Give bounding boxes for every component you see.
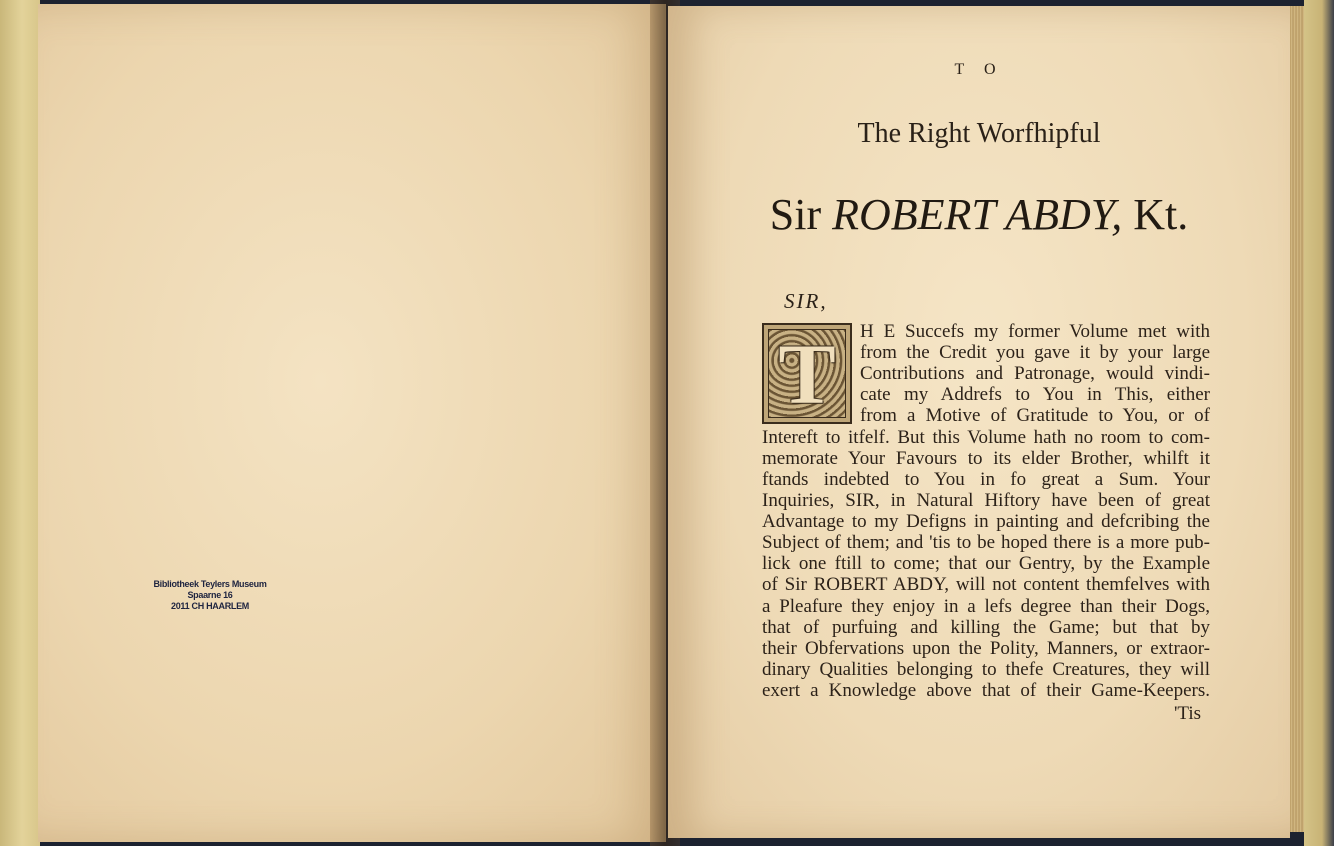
decorated-initial <box>762 323 852 424</box>
body-line: ftands indebted to You in fo great a Sum. Your <box>762 469 1210 490</box>
body-line: from the Credit you gave it by your large <box>860 342 1210 363</box>
body-line: Advantage to my Defigns in painting and defcribing the <box>762 511 1210 532</box>
body-line: memorate Your Favours to its elder Brother, whilft it <box>762 448 1210 469</box>
name-suffix: Kt. <box>1133 190 1189 239</box>
body-line: a Pleafure they enjoy in a lefs degree than their Dogs, <box>762 596 1210 617</box>
initial-letter: T <box>778 325 836 422</box>
body-line: from a Motive of Gratitude to You, or of <box>860 405 1210 426</box>
body-line: Intereft to itfelf. But this Volume hath no room to com- <box>762 427 1210 448</box>
body-line: dinary Qualities belonging to thefe Creatures, they will <box>762 659 1210 680</box>
name-italic: ROBERT ABDY, <box>832 190 1123 239</box>
body-line: that of purfuing and killing the Game; but that by <box>762 617 1210 638</box>
body-line: Contributions and Patronage, would vindi- <box>860 363 1210 384</box>
body-line: lick one ftill to come; that our Gentry, by the Example <box>762 553 1210 574</box>
dedicatee-name <box>668 189 1290 240</box>
right-page <box>668 6 1290 838</box>
body-line: Inquiries, SIR, in Natural Hiftory have been of great <box>762 490 1210 511</box>
body-line: cate my Addrefs to You in This, either <box>860 384 1210 405</box>
body-line: their Obfervations upon the Polity, Manners, or extraor- <box>762 638 1210 659</box>
name-prefix: Sir <box>769 190 822 239</box>
dedication-to: T O <box>954 61 1004 78</box>
body-line: of Sir ROBERT ABDY, will not content themfelves with <box>762 574 1210 595</box>
dedication-honorific: The Right Worfhipful <box>857 118 1101 149</box>
left-page <box>38 4 666 842</box>
page-fore-edge <box>1290 6 1304 832</box>
stamp-line-2: Spaarne 16 <box>187 590 233 600</box>
catchword: 'Tis <box>1174 703 1202 724</box>
body-line: H E Succefs my former Volume met with <box>860 321 1210 342</box>
stamp-line-1: Bibliotheek Teylers Museum <box>153 579 267 589</box>
library-stamp <box>150 579 270 612</box>
back-board-edge <box>1304 0 1334 846</box>
body-line: exert a Knowledge above that of their Game-Keepers. <box>762 680 1210 701</box>
salutation: SIR, <box>784 289 828 313</box>
body-line: Subject of them; and 'tis to be hoped there is a more pub- <box>762 532 1210 553</box>
cover-edge <box>0 0 40 846</box>
stamp-line-3: 2011 CH HAARLEM <box>170 601 250 611</box>
